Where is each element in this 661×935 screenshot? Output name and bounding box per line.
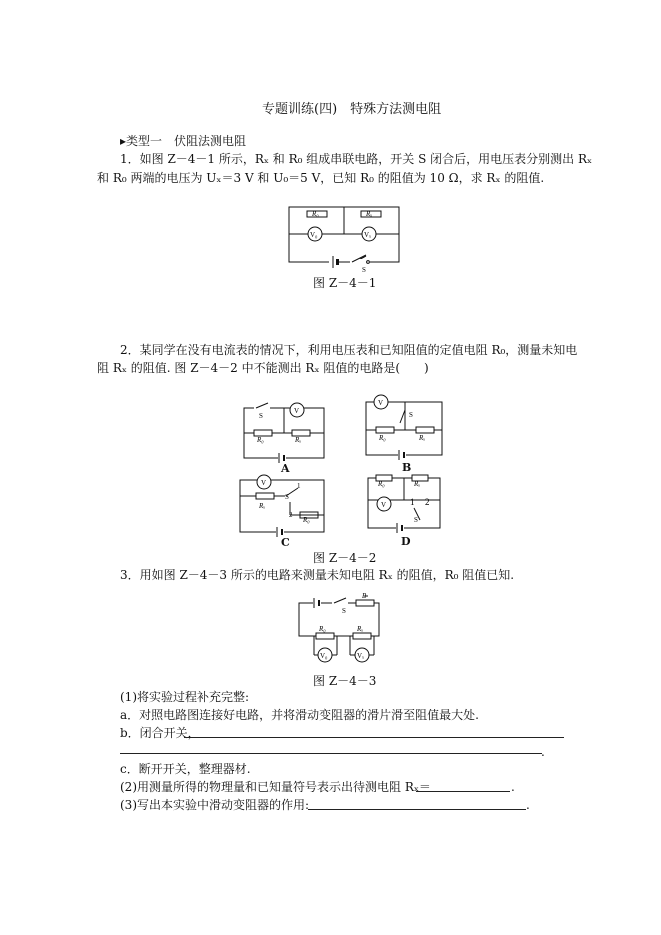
option-d-label: D — [401, 535, 411, 548]
q2-text-line2: 阻 Rₓ 的阻值. 图 Z－4－2 中不能测出 Rₓ 阻值的电路是( ) — [97, 361, 429, 375]
rheostat-role-blank[interactable] — [308, 809, 526, 810]
fig1-vx-label: Vₓ — [364, 231, 372, 239]
figD-1-label: 1 — [410, 497, 415, 507]
fig1-s-label: S — [362, 266, 366, 274]
fig3-vx-label: Vₓ — [357, 652, 365, 660]
figA-v-label: V — [294, 407, 300, 415]
q3-step-b: b．闭合开关， — [120, 726, 200, 740]
q1-text-line2: 和 R₀ 两端的电压为 Uₓ＝3 V 和 U₀＝5 V，已知 R₀ 的阻值为 10 Ω，求 Rₓ 的阻值. — [97, 171, 545, 185]
figC-2-label: 2 — [289, 511, 293, 519]
fig1-r0-label: R₀ — [312, 210, 319, 218]
fig3-s-label: S — [342, 607, 346, 615]
step-b-period: . — [541, 745, 545, 759]
figD-s-label: S — [414, 516, 418, 524]
figA-s-label: S — [259, 412, 263, 420]
rx-formula-blank[interactable] — [416, 791, 510, 792]
figB-r0-label: R₀ — [379, 434, 386, 442]
fig3-caption: 图 Z－4－3 — [313, 674, 377, 688]
figA-rx-label: Rₓ — [295, 436, 302, 444]
part2-period: . — [511, 780, 515, 794]
q3-part3: (3)写出本实验中滑动变阻器的作用: — [120, 798, 310, 812]
figD-2-label: 2 — [425, 497, 430, 507]
option-a-label: A — [281, 462, 290, 475]
step-b-blank-line2[interactable] — [120, 753, 542, 754]
fig2-caption: 图 Z－4－2 — [313, 551, 377, 565]
fig3-p-label: P — [362, 592, 367, 600]
q1-text-line1: 1．如图 Z－4－1 所示，Rₓ 和 R₀ 组成串联电路，开关 S 闭合后，用电压表分别测出 Rₓ — [120, 152, 593, 166]
figC-v-label: V — [261, 479, 267, 487]
q3-step-a: a．对照电路图连接好电路，并将滑动变阻器的滑片滑至阻值最大处. — [120, 708, 479, 722]
figC-rx-label: Rₓ — [259, 502, 266, 510]
figB-rx-label: Rₓ — [419, 434, 426, 442]
q3-text-line1: 3．用如图 Z－4－3 所示的电路来测量未知电阻 Rₓ 的阻值，R₀ 阻值已知. — [120, 568, 515, 582]
figA-r0-label: R₀ — [257, 436, 264, 444]
figC-s-label: S — [285, 493, 289, 501]
figB-s-label: S — [409, 411, 413, 419]
section-heading: ▸类型一 伏阻法测电阻 — [120, 134, 247, 148]
figC-1-label: 1 — [297, 482, 301, 490]
q3-step-c: c．断开开关，整理器材. — [120, 762, 251, 776]
q3-part2: (2)用测量所得的物理量和已知量符号表示出待测电阻 Rₓ＝ — [120, 780, 431, 794]
figB-v-label: V — [378, 399, 384, 407]
fig1-v0-label: V₀ — [310, 231, 318, 239]
step-b-blank-line1[interactable] — [184, 737, 564, 738]
fig1-caption: 图 Z－4－1 — [313, 276, 377, 290]
fig3-v0-label: V₀ — [320, 652, 328, 660]
part3-period: . — [526, 798, 530, 812]
figD-v-label: V — [381, 501, 387, 509]
q2-text-line1: 2．某同学在没有电流表的情况下，利用电压表和已知阻值的定值电阻 R₀，测量未知电 — [120, 343, 578, 357]
figC-r0-label: R₀ — [303, 516, 310, 524]
figD-r0-label: R₀ — [378, 480, 385, 488]
fig3-r0-label: R₀ — [319, 625, 326, 633]
option-c-label: C — [281, 536, 290, 549]
figD-rx-label: Rₓ — [414, 480, 421, 488]
fig3-rx-label: Rₓ — [357, 625, 364, 633]
page-title: 专题训练(四) 特殊方法测电阻 — [262, 102, 442, 117]
fig1-rx-label: Rₓ — [366, 210, 373, 218]
q3-part1: (1)将实验过程补充完整: — [120, 690, 250, 704]
option-b-label: B — [402, 461, 412, 474]
